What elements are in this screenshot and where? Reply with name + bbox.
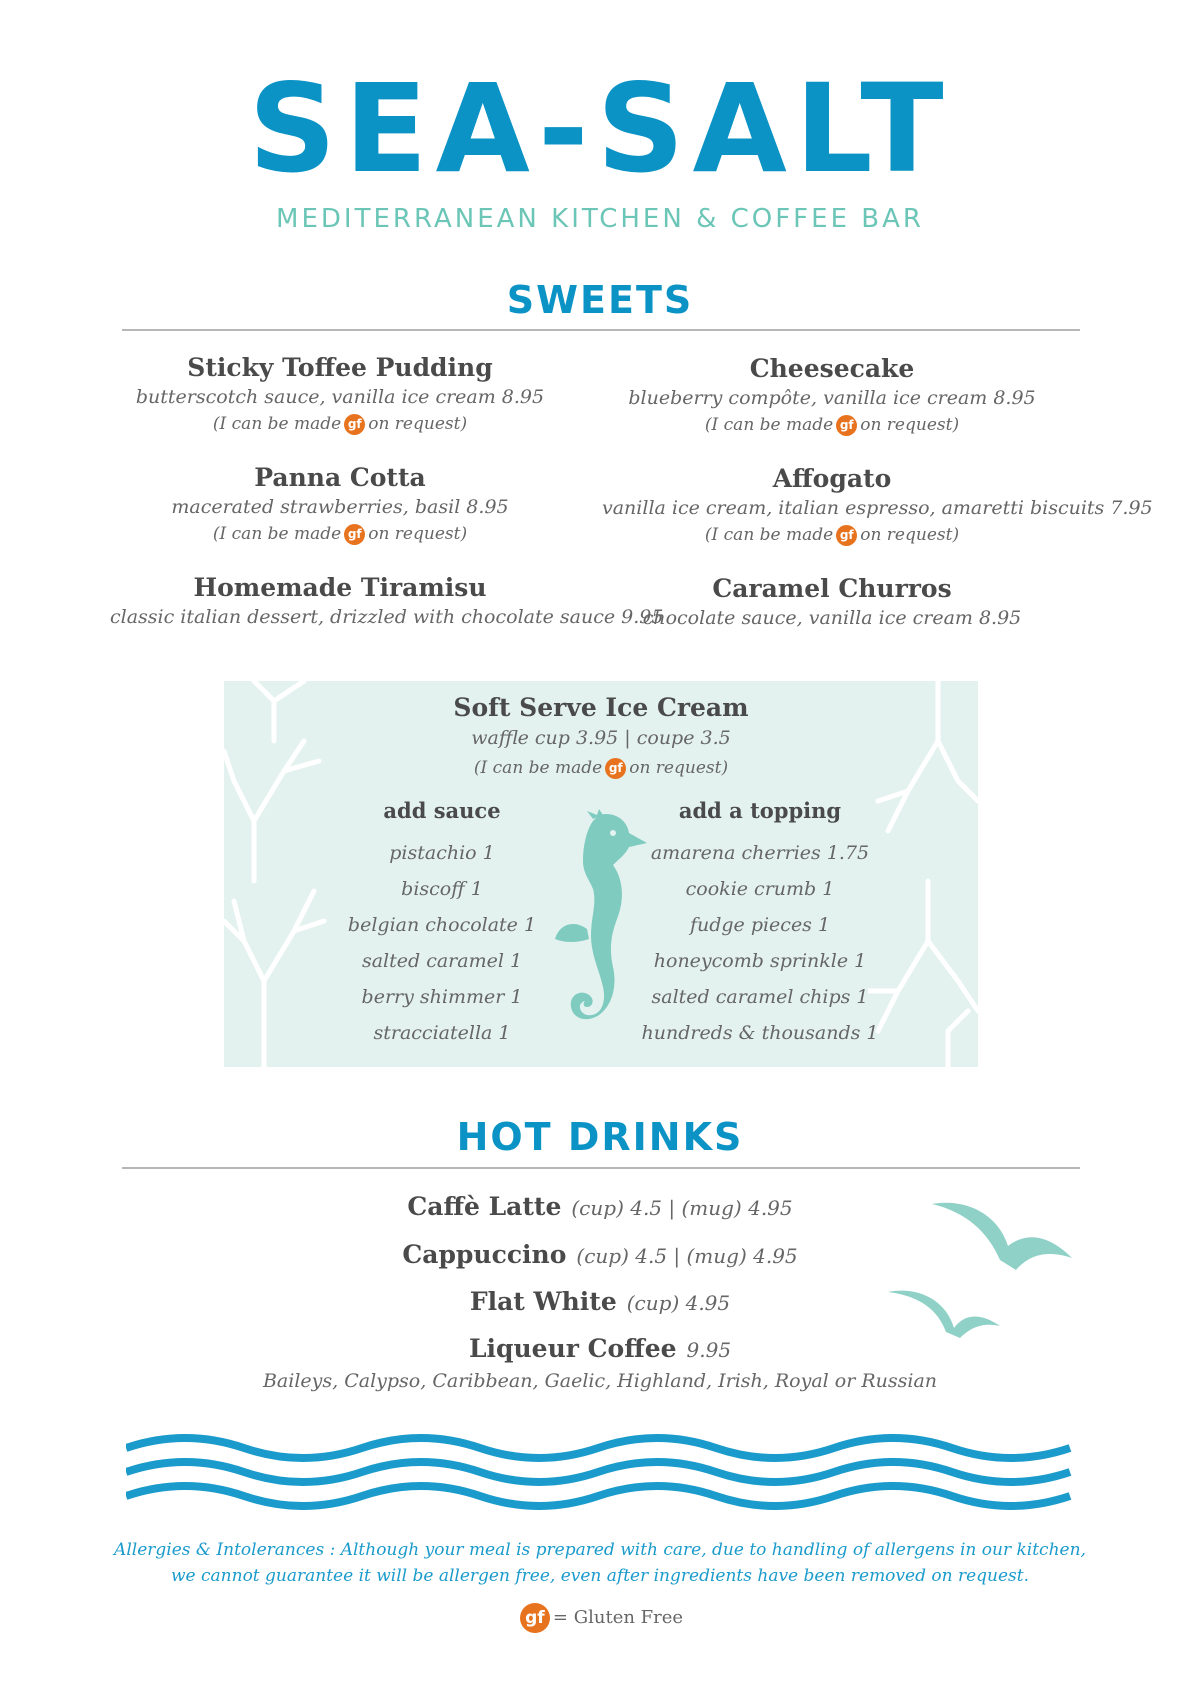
soft-serve-title: Soft Serve Ice Cream	[453, 693, 749, 722]
menu-item-homemade-tiramisu	[110, 573, 664, 631]
allergy-notice: Allergies & Intolerances : Although your meal is prepared with care, due to handling of allergens in our kitchen, we cannot guarantee it will be allergen free, even after ingredients have been removed on request.	[114, 1540, 1086, 1586]
item-description: vanilla ice cream, italian espresso, amaretti biscuits 7.95	[602, 497, 1153, 519]
drink-price: (cup) 4.5 | (mug) 4.95	[571, 1196, 793, 1220]
drink-liqueur-coffee	[0, 1334, 1200, 1363]
item-name: Homemade Tiramisu	[193, 573, 487, 602]
gf-note: (I can be made gf on request)	[704, 525, 960, 545]
gluten-free-key: gf = Gluten Free	[0, 1603, 1200, 1633]
gf-badge-icon: gf	[836, 415, 857, 436]
item-name: Panna Cotta	[254, 463, 426, 492]
gf-badge-icon: gf	[344, 414, 365, 435]
brand-title: SEA-SALT	[248, 58, 952, 200]
list-item: belgian chocolate 1	[347, 914, 537, 936]
liqueur-options: Baileys, Calypso, Caribbean, Gaelic, Highland, Irish, Royal or Russian	[262, 1370, 938, 1392]
gf-note: (I can be made gf on request)	[212, 414, 468, 434]
item-description: butterscotch sauce, vanilla ice cream 8.95	[135, 386, 545, 408]
waves-icon	[126, 1430, 1074, 1510]
list-item: honeycomb sprinkle 1	[653, 950, 867, 972]
list-item: salted caramel 1	[361, 950, 523, 972]
hot-drinks-divider	[122, 1167, 1080, 1169]
list-item: amarena cherries 1.75	[650, 842, 870, 864]
item-description: macerated strawberries, basil 8.95	[171, 496, 509, 518]
drink-price: 9.95	[686, 1338, 732, 1362]
list-item: salted caramel chips 1	[651, 986, 869, 1008]
item-name: Sticky Toffee Pudding	[187, 353, 493, 382]
sweets-title: SWEETS	[506, 278, 694, 322]
gf-note: (I can be made gf on request)	[704, 415, 960, 435]
brand-subtitle: MEDITERRANEAN KITCHEN & COFFEE BAR	[276, 204, 924, 234]
list-item: fudge pieces 1	[689, 914, 831, 936]
item-description: blueberry compôte, vanilla ice cream 8.95	[628, 387, 1036, 409]
list-item: pistachio 1	[389, 842, 495, 864]
gf-note: (I can be made gf on request)	[473, 758, 729, 778]
list-item: stracciatella 1	[373, 1022, 511, 1044]
menu-item-affogato	[602, 464, 1153, 548]
menu-item-cheesecake	[602, 354, 1062, 438]
menu-item-sticky-toffee-pudding	[110, 353, 570, 437]
topping-list	[630, 835, 890, 1051]
soft-serve-panel	[224, 681, 978, 1067]
drink-name: Flat White	[469, 1287, 617, 1316]
soft-serve-price: waffle cup 3.95 | coupe 3.5	[471, 727, 731, 749]
drink-price: (cup) 4.95	[626, 1291, 731, 1315]
hot-drinks-title: HOT DRINKS	[456, 1115, 744, 1159]
list-item: biscoff 1	[401, 878, 483, 900]
drink-name: Caffè Latte	[407, 1192, 562, 1221]
list-item: hundreds & thousands 1	[641, 1022, 879, 1044]
gf-badge-icon: gf	[836, 525, 857, 546]
item-name: Caramel Churros	[712, 574, 952, 603]
drink-name: Cappuccino	[402, 1240, 567, 1269]
item-name: Cheesecake	[749, 354, 915, 383]
gf-badge-icon: gf	[344, 524, 365, 545]
item-description: classic italian dessert, drizzled with chocolate sauce 9.95	[110, 606, 664, 628]
drink-price: (cup) 4.5 | (mug) 4.95	[576, 1244, 798, 1268]
seagulls-icon	[880, 1198, 1080, 1338]
item-name: Affogato	[772, 464, 892, 493]
gf-badge-icon: gf	[605, 758, 626, 779]
item-description: chocolate sauce, vanilla ice cream 8.95	[642, 607, 1022, 629]
menu-item-caramel-churros	[602, 574, 1062, 632]
sweets-divider	[122, 329, 1080, 331]
drink-name: Liqueur Coffee	[468, 1334, 677, 1363]
gf-note: (I can be made gf on request)	[212, 524, 468, 544]
menu-item-panna-cotta	[110, 463, 570, 547]
list-item: cookie crumb 1	[685, 878, 835, 900]
sauce-list	[312, 835, 572, 1051]
add-sauce-heading: add sauce	[383, 798, 501, 823]
add-topping-heading: add a topping	[678, 798, 842, 823]
gf-badge-icon: gf	[520, 1603, 550, 1633]
list-item: berry shimmer 1	[361, 986, 523, 1008]
